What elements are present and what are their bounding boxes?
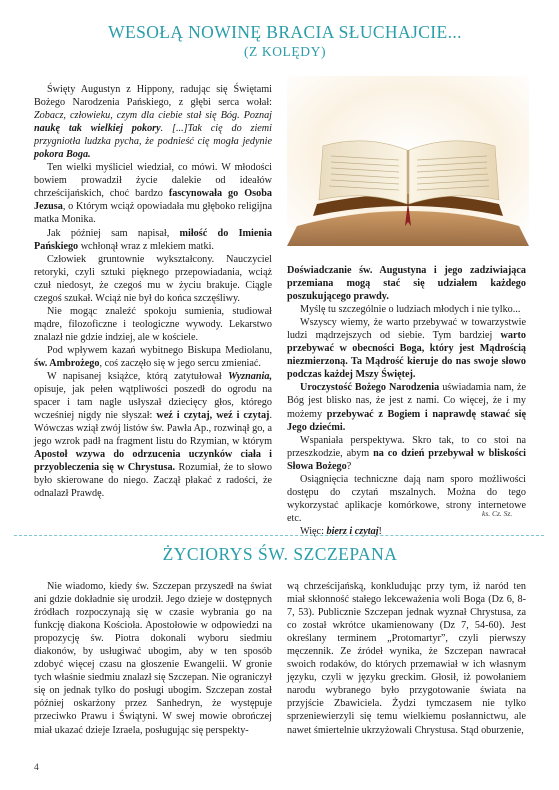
paragraph: Osiągnięcia techniczne dają nam sporo możliwości dostępu do czytań mszalnych. Można do tego wykorzystać aplikacje komórkowe, strony internetowe etc. (287, 473, 526, 524)
paragraph: Człowiek gruntownie wykształcony. Nauczyciel retoryki, czyli sztuki pięknego przepowiadania, wciąż czuł niedosyt, że czegoś mu w życiu brakuje. Ciągle czegoś szukał. Wciąż nie był do końca szczęśliwy. (34, 253, 272, 304)
paragraph: Doświadczanie św. Augustyna i jego zadziwiająca przemiana mogą stać się udziałem każdego poszukującego prawdy. (287, 265, 526, 303)
open-bible-image (287, 76, 529, 246)
paragraph: Myślę tu szczególnie o ludziach młodych i nie tylko... (300, 304, 521, 316)
paragraph: Pod wpływem kazań wybitnego Biskupa Mediolanu, św. Ambrożego, coś zaczęło się w jego sercu zmieniać. (34, 344, 272, 369)
article-title: ŻYCIORYS ŚW. SZCZEPANA (162, 544, 398, 564)
paragraph: Nie wiadomo, kiedy św. Szczepan przyszedł na świat ani gdzie dokładnie się urodził. Jego dzieje w dostępnych źródłach rozpoczynają się w czasie wybrania go na funkcję diakona Kościoła. Apostołowie w odpowiedzi na propozycję św. Piotra dokonali wyboru siedmiu diakonów, by usługiwać ubogim, aby w ten sposób zdobyć więcej czasu na głoszenie Ewangelii. W gronie tych właśnie siedmiu znalazł się Szczepan. Nie ograniczył się on jednak tylko do posługi ubogim. Szczepan został później oskarżony przez Sanhedryn, że występuje przeciwko Prawu i Świątyni. W swej mowie obrończej miał ukazać dzieje Izraela, posługując się perspekty- (34, 581, 272, 736)
article-right-column (287, 264, 526, 538)
article-title: WESOŁĄ NOWINĘ BRACIA SŁUCHAJCIE... (108, 22, 462, 42)
paragraph: W napisanej książce, którą zatytułował Wyznania, opisuje, jak pełen wątpliwości poszedł do ogrodu na spacer i tam nagle usłyszał dziecięcy głos, którego wcześniej nigdy nie słyszał: weź i czytaj, weź i czytaj. Wówczas wziął zwój listów św. Pawła Ap., rozwinął go, a jego wzrok padł na fragment listu do Rzymian, w którym Apostoł wzywa do odrzucenia uczynków ciała i przyobleczenia się w Chrystusa. Rozumiał, że to słowo było skierowane do niego. Zaczął płakać z radości, że odnalazł Prawdę. (34, 371, 272, 500)
paragraph: Nie mogąc znaleźć spokoju sumienia, studiował mądre, filozoficzne i teologiczne wywody. Lekarstwo znalazł nie gdzie indziej, ale w kościele. (34, 305, 272, 343)
paragraph: Wspaniała perspektywa. Skro tak, to co stoi na przeszkodzie, abym na co dzień przebywał w bliskości Słowa Bożego? (287, 434, 527, 472)
paragraph: Święty Augustyn z Hippony, radując się Świętami Bożego Narodzenia Pańskiego, z głębi serca wołał: Zobacz, człowieku, czym dla ciebie stał się Bóg. Poznaj naukę tak wielkiej pokory. [...]Tak cię do ziemi przygniotła ludzka pycha, że podnieść cię mogła jedynie pokora Boga. (34, 84, 272, 161)
author-signature: ks. Cz. Sz. (482, 509, 513, 518)
paragraph: Więc: bierz i czytaj! (300, 525, 382, 537)
paragraph: Jak później sam napisał, miłość do Imienia Pańskiego wchłonął wraz z mlekiem matki. (34, 227, 272, 252)
article-subtitle: (Z KOLĘDY) (243, 44, 327, 59)
page-number: 4 (34, 763, 39, 773)
article-left-column (34, 580, 272, 737)
paragraph: Ten wielki myśliciel wiedział, co mówi. W młodości bowiem prowadził życie dalekie od ideałów chrześcijańskich, choć bardzo fascynowała go Osoba Jezusa, o Którym wciąż opowiadała mu głęboko religijna matka Monika. (34, 162, 272, 226)
paragraph: Wszyscy wiemy, że warto przebywać w towarzystwie ludzi mądrzejszych od siebie. Tym bardziej warto przebywać w obecności Boga, który jest Mądrością niezmierzoną. Ta Mądrość kieruje do nas swoje słowo podczas każdej Mszy Świętej. (287, 317, 526, 381)
paragraph: wą chrześcijańską, konkludując przy tym, iż naród ten miał skłonność stałego lekceważenia woli Boga (Dz 6, 8-7, 53). Publicznie Szczepan jednak wyznał Chrystusa, za co został wkrótce ukamienowany (Dz 7, 54-60). Jest określany terminem „Protomartyr”, czyli pierwszy męczennik. Ze źródeł wynika, że Szczepan nawracał swoich rodaków, do których przemawiał w ich własnym języku, czyli w języku greckim. Głosił, iż powołaniem narodu wybranego było przygotowanie świata na przyjście Zbawiciela. Żydzi tymczasem nie tylko sprzeniewierzyli się temu wielkiemu posłannictwu, ale nawet śmiertelnie ukrzyżowali Chrystusa. Stąd oburzenie, (287, 581, 526, 736)
section-divider (14, 535, 544, 536)
article-left-column (34, 83, 272, 501)
paragraph: Uroczystość Bożego Narodzenia uświadamia nam, że Bóg jest blisko nas, że jest z nami. Co więcej, że i my możemy przebywać z Bogiem i naprawdę stawać się Jego dziećmi. (287, 382, 526, 433)
article-right-column (287, 580, 526, 737)
